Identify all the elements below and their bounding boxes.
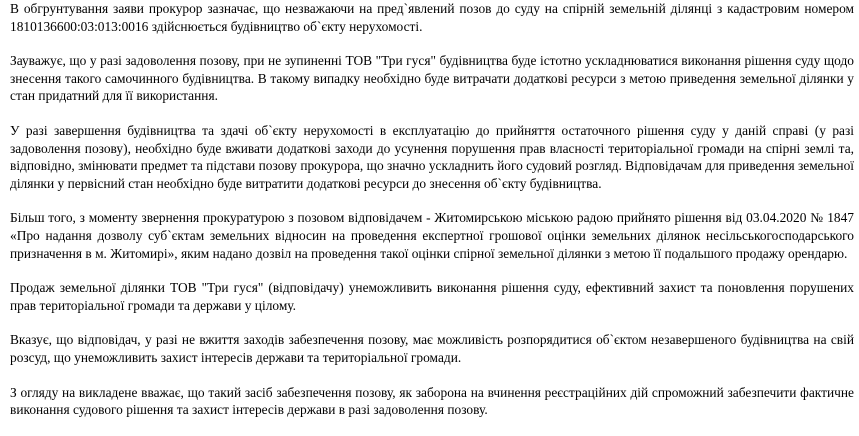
paragraph-city-council-decision: Більш того, з моменту звернення прокуратурою з позовом відповідачем - Житомирською міською радою прийнято рішення від 03.04.2020 № 1847 «Про надання дозволу суб`єктам земельних відносин на проведення експертної грошової оцінки земельних ділянок несільськогосподарського призначення в м. Житомирі», яким надано дозвіл на проведення такої оцінки спірної земельної ділянки з метою її подальшого продажу орендарю. (10, 210, 854, 261)
paragraph-defendant-disposal: Вказує, що відповідач, у разі не вжиття заходів забезпечення позову, має можливість розпорядитися об`єктом незавершеного будівництва на свій розсуд, що унеможливить захист інтересів держави та територіальної громади. (10, 332, 854, 365)
paragraph-claim-grounds: В обгрунтування заяви прокурор зазначає, що незважаючи на пред`явлений позов до суду на спірній земельній ділянці з кадастровим номером 1810136600:03:013:0016 здійснюється будівництво об`єкту нерухомості. (10, 1, 854, 34)
paragraph-completion-consequences: У разі завершення будівництва та здачі об`єкту нерухомості в експлуатацію до прийняття остаточного рішення суду у даній справі (у разі задоволення позову), необхідно буде вживати додаткові заходи до усунення порушення прав власності територіальної громади на спірні землі та, відповідно, змінювати предмет та підстави позову прокурора, що значно ускладнить його судовий розгляд. Відповідачам для приведення земельної ділянки у первісний стан необхідно буде витратити додаткові ресурси до знесення об`єкту будівництва. (10, 122, 854, 191)
document-body (10, 0, 854, 436)
paragraph-sale-consequences: Продаж земельної ділянки ТОВ "Три гуся" (відповідачу) унеможливить виконання рішення суду, ефективний захист та поновлення порушених прав територіальної громади та держави у цілому. (10, 280, 854, 313)
paragraph-conclusion: З огляду на викладене вважає, що такий засіб забезпечення позову, як заборона на вчинення реєстраційних дій спроможний забезпечити фактичне виконання судового рішення та захист інтересів держави в разі задоволення позову. (10, 384, 854, 418)
paragraph-construction-complication: Зауважує, що у разі задоволення позову, при не зупиненні ТОВ "Три гуся" будівництва буде істотно ускладнюватися виконання рішення суду щодо знесення такого самочинного будівництва. В такому випадку необхідно буде витрачати додаткові ресурси з метою приведення земельної ділянки у стан придатний для її використання. (10, 53, 854, 104)
